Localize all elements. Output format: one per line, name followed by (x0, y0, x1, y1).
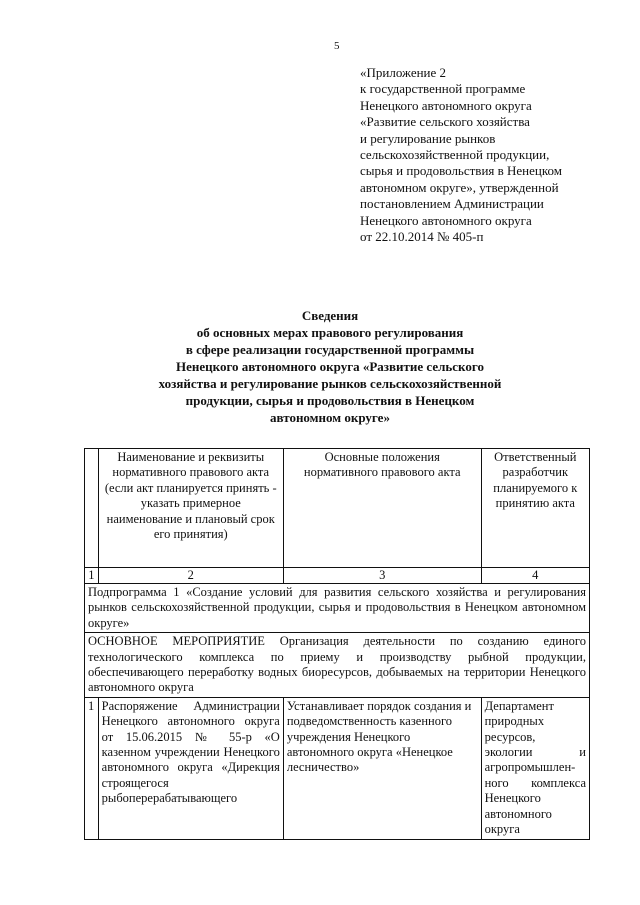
column-number-row (85, 568, 590, 584)
main-activity-cell: ОСНОВНОЕ МЕРОПРИЯТИЕ Организация деятельности по созданию единого технологического комплекса по приему и производству рыбной продукции, обеспечивающего переработку водных биоресурсов, добываемых на территории Ненецкого автономного округа (85, 633, 590, 698)
document-title (140, 307, 520, 426)
title-line: хозяйства и регулирование рынков сельскохозяйственной (158, 376, 502, 391)
header-cell-provisions: Основные положения нормативного правового акта (283, 449, 481, 568)
page-number: 5 (334, 40, 340, 52)
title-line: об основных мерах правового регулирования (196, 325, 464, 340)
row-act: Распоряжение Администрации Ненецкого автономного округа от 15.06.2015 № 55-р «О казенном учреждении Ненецкого автономного округа «Дирекция строящегося рыбоперерабатывающего (98, 697, 283, 839)
column-number: 1 (85, 568, 99, 584)
appendix-line: автономном округе», утвержденной (360, 179, 559, 195)
appendix-line: «Приложение 2 (360, 65, 447, 80)
main-activity-row (85, 633, 590, 698)
column-number: 3 (283, 568, 481, 584)
title-line: Сведения (301, 308, 359, 323)
table-header-row (85, 449, 590, 568)
title-line: продукции, сырья и продовольствия в Ненецком (185, 393, 475, 408)
row-developer: Департамент природных ресурсов, экологии и агропромышлен-ного комплекса Ненецкого автономного округа (481, 697, 589, 839)
header-cell-num (85, 449, 99, 568)
table-row (85, 697, 590, 839)
subprogram-cell: Подпрограмма 1 «Создание условий для развития сельского хозяйства и регулирования рынков сельскохозяйственной продукции, сырья и продовольствия в Ненецком автономном округе» (85, 584, 590, 633)
column-number: 2 (98, 568, 283, 584)
column-number: 4 (481, 568, 589, 584)
regulation-table (84, 448, 590, 840)
title-line: автономном округе» (270, 410, 390, 425)
row-provisions: Устанавливает порядок создания и подведомственность казенного учреждения Ненецкого автономного округа «Ненецкое лесничество» (283, 697, 481, 839)
appendix-block (360, 65, 600, 245)
header-cell-act: Наименование и реквизиты нормативного правового акта (если акт планируется принять - указать примерное наименование и плановый срок его принятия) (98, 449, 283, 568)
appendix-line: «Развитие сельского хозяйства (360, 114, 530, 130)
appendix-line: сырья и продовольствия в Ненецком (360, 163, 563, 179)
title-line: в сфере реализации государственной программы (185, 342, 475, 357)
subprogram-row (85, 584, 590, 633)
appendix-line: Ненецкого автономного округа (360, 212, 532, 228)
row-number: 1 (85, 697, 99, 839)
appendix-line: Ненецкого автономного округа (360, 97, 532, 113)
appendix-line: постановлением Администрации (360, 196, 544, 212)
title-line: Ненецкого автономного округа «Развитие сельского (176, 359, 484, 374)
appendix-line: к государственной программе (360, 81, 526, 97)
appendix-line: и регулирование рынков (360, 130, 496, 146)
appendix-line: сельскохозяйственной продукции, (360, 147, 550, 163)
header-cell-developer: Ответственный разработчик планируемого к принятию акта (481, 449, 589, 568)
appendix-line: от 22.10.2014 № 405-п (360, 229, 484, 245)
